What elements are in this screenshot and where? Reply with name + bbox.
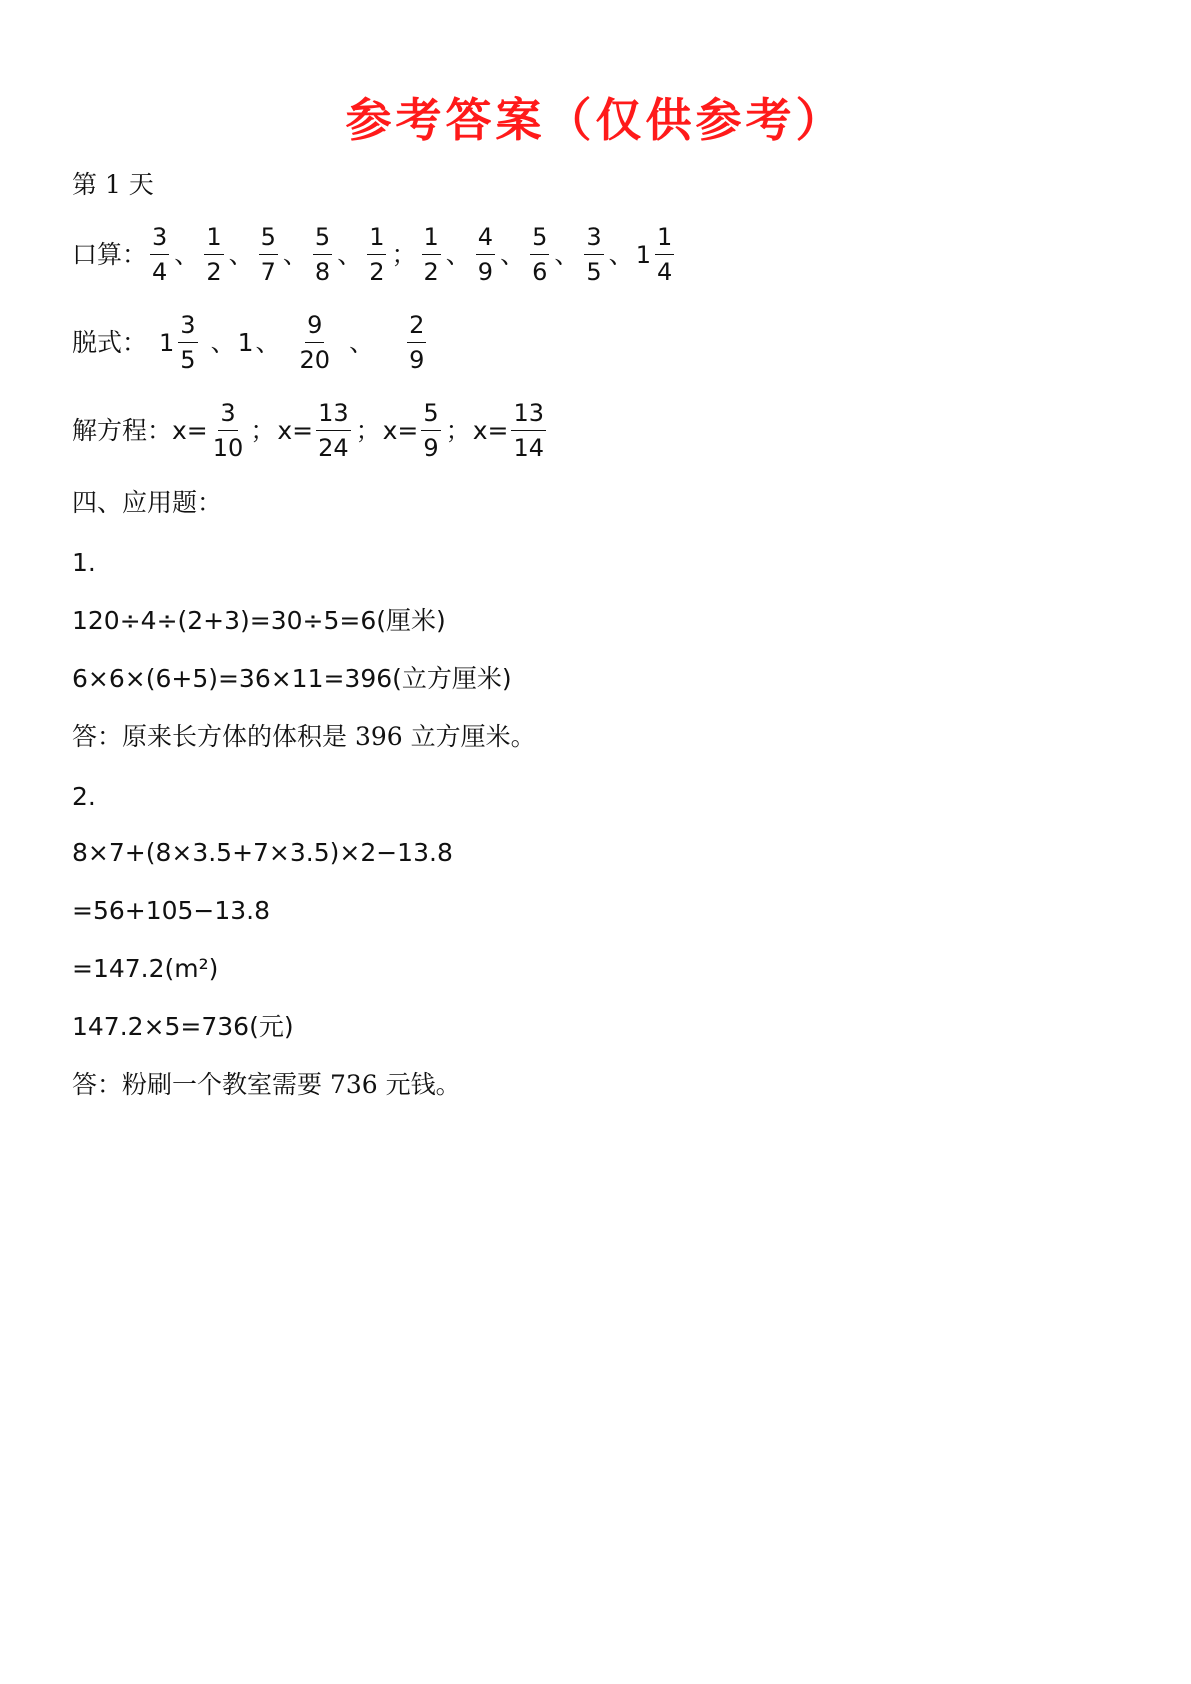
- oral-calc-line: [72, 222, 677, 287]
- denominator: 6: [532, 258, 548, 286]
- problem-2-number: 2.: [72, 782, 96, 811]
- denominator: 8: [314, 258, 331, 286]
- denominator: 5: [180, 346, 196, 374]
- denominator: 9: [409, 346, 425, 374]
- equation-prefix: x=: [172, 415, 208, 445]
- section-heading: 四、应用题：: [72, 488, 223, 517]
- separator: ；: [391, 239, 417, 269]
- denominator: 5: [586, 258, 602, 286]
- oral-answer-fraction: [655, 222, 674, 287]
- numerator: 1: [367, 222, 386, 255]
- oral-calc-label: 口算：: [72, 239, 148, 269]
- equation-answers: [172, 398, 549, 463]
- oral-answer-fraction: [313, 222, 332, 287]
- separator: 、: [608, 239, 634, 269]
- problem-1-step-1: 120÷4÷(2+3)=30÷5=6(厘米): [72, 606, 446, 635]
- separator: 、: [349, 327, 375, 357]
- numerator: 1: [655, 222, 674, 255]
- equation-answer-fraction: [511, 398, 546, 463]
- problem-2-step-1: 8×7+(8×3.5+7×3.5)×2−13.8: [72, 838, 453, 867]
- problem-1-step-2: 6×6×(6+5)=36×11=396(立方厘米): [72, 664, 512, 693]
- numerator: 13: [316, 398, 351, 431]
- denominator: 14: [513, 434, 544, 462]
- separator: ；: [250, 415, 276, 445]
- oral-answer-fraction: [204, 222, 223, 287]
- page-title: 参考答案（仅供参考）: [345, 93, 846, 147]
- problem-1-number: 1.: [72, 548, 96, 577]
- separator: 、: [255, 327, 281, 357]
- tuoshi-answer-4-fraction: [407, 310, 426, 375]
- oral-answer-fraction: [422, 222, 441, 287]
- numerator: 13: [511, 398, 546, 431]
- numerator: 4: [476, 222, 495, 255]
- tuoshi-answer-1-fraction: [178, 310, 197, 375]
- denominator: 20: [299, 346, 331, 374]
- separator: 、: [445, 239, 471, 269]
- denominator: 2: [369, 258, 385, 286]
- equation-answer-fraction: [211, 398, 246, 463]
- numerator: 5: [530, 222, 549, 255]
- separator: 、: [210, 327, 236, 357]
- denominator: 10: [212, 434, 244, 462]
- oral-answer-fraction: [530, 222, 549, 287]
- oral-answer-fraction: [150, 222, 169, 287]
- separator: ；: [355, 415, 381, 445]
- separator: ；: [445, 415, 471, 445]
- separator: 、: [554, 239, 580, 269]
- equations-label: 解方程：: [72, 415, 173, 445]
- tuoshi-answer-3-fraction: [298, 310, 333, 375]
- numerator: 3: [218, 398, 237, 431]
- equation-prefix: x=: [277, 415, 314, 445]
- equation-answer-fraction: [421, 398, 440, 463]
- denominator: 2: [206, 258, 222, 286]
- tuoshi-answer-2: 1: [237, 327, 254, 357]
- tuoshi-line: [72, 310, 429, 375]
- tuoshi-answer-1-whole: 1: [159, 328, 175, 357]
- numerator: 5: [259, 222, 278, 255]
- numerator: 9: [305, 310, 324, 343]
- separator: 、: [282, 239, 308, 269]
- equations-line: [72, 398, 549, 463]
- denominator: 2: [423, 258, 439, 286]
- oral-answer-whole: 1: [635, 240, 651, 269]
- day-heading: 第 1 天: [72, 170, 154, 199]
- oral-answer-fraction: [259, 222, 278, 287]
- separator: 、: [337, 239, 363, 269]
- problem-2-answer: 答：粉刷一个教室需要 736 元钱。: [72, 1070, 461, 1099]
- problem-2-step-4: 147.2×5=736(元): [72, 1012, 294, 1041]
- denominator: 9: [477, 258, 494, 286]
- denominator: 24: [318, 434, 349, 462]
- problem-1-answer: 答：原来长方体的体积是 396 立方厘米。: [72, 722, 536, 751]
- numerator: 3: [178, 310, 197, 343]
- equation-prefix: x=: [382, 415, 419, 445]
- numerator: 3: [584, 222, 603, 255]
- separator: 、: [174, 239, 200, 269]
- oral-answer-fraction: [476, 222, 495, 287]
- separator: 、: [228, 239, 254, 269]
- denominator: 4: [152, 258, 168, 286]
- numerator: 1: [204, 222, 223, 255]
- numerator: 3: [150, 222, 169, 255]
- equation-prefix: x=: [472, 415, 509, 445]
- denominator: 9: [423, 434, 439, 462]
- denominator: 7: [260, 258, 276, 286]
- numerator: 5: [313, 222, 332, 255]
- equation-answer-fraction: [316, 398, 351, 463]
- oral-calc-answers: [147, 222, 677, 287]
- problem-2-step-3: =147.2(m²): [72, 954, 219, 983]
- numerator: 1: [422, 222, 441, 255]
- oral-answer-fraction: [584, 222, 603, 287]
- tuoshi-label: 脱式：: [72, 327, 148, 357]
- numerator: 2: [407, 310, 426, 343]
- separator: 、: [500, 239, 526, 269]
- oral-answer-fraction: [367, 222, 386, 287]
- denominator: 4: [656, 258, 673, 286]
- numerator: 5: [421, 398, 440, 431]
- problem-2-step-2: =56+105−13.8: [72, 896, 271, 925]
